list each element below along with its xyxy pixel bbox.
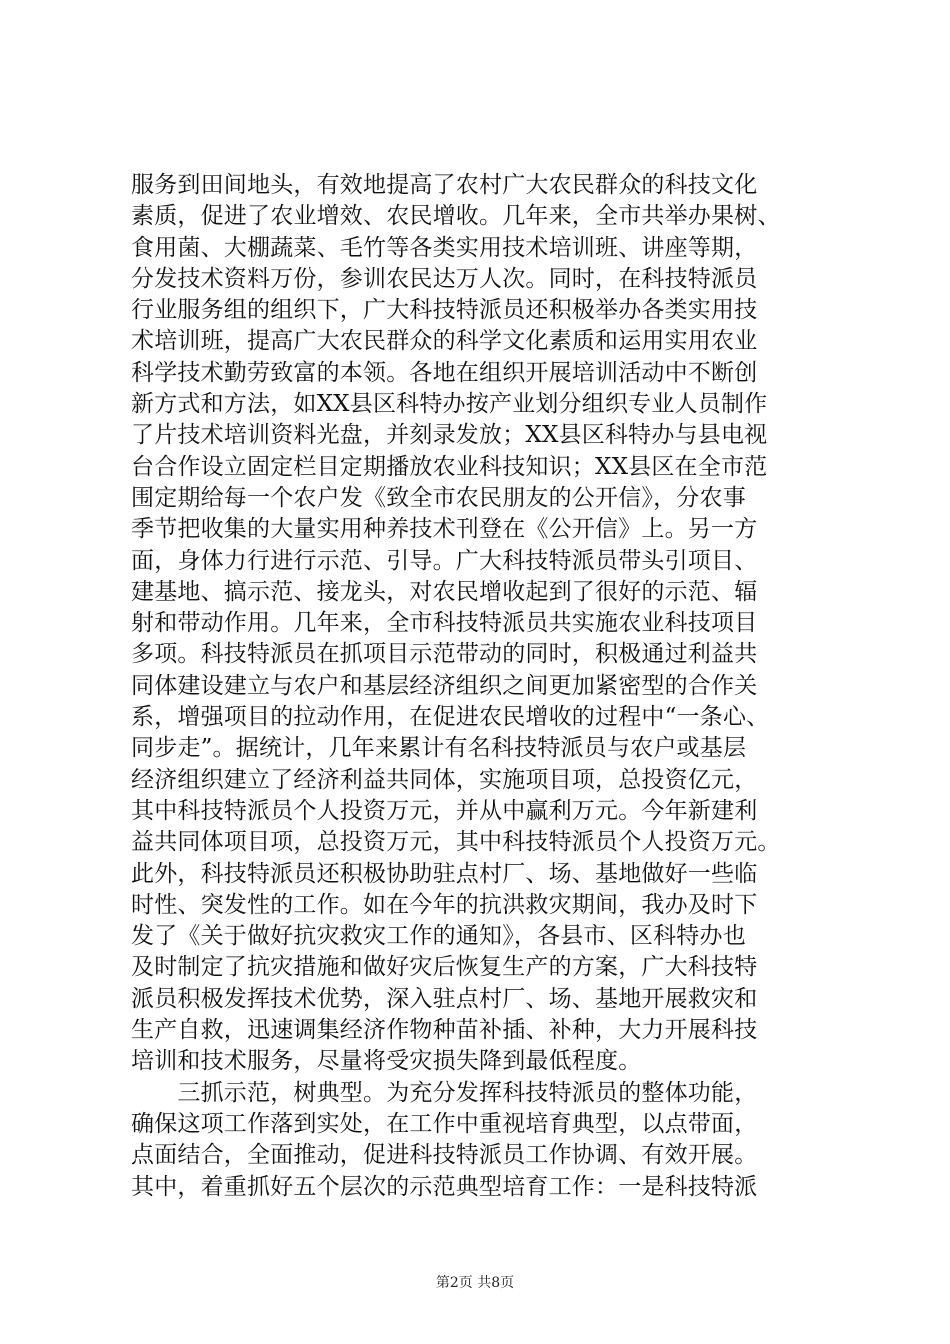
text-line: 系，增强项目的拉动作用，在促进农民增收的过程中“一条心、: [131, 704, 770, 731]
text-line: 及时制定了抗灾措施和做好灾后恢复生产的方案，广大科技特: [131, 954, 758, 981]
text-line: 益共同体项目项，总投资万元，其中科技特派员个人投资万元。: [131, 829, 781, 856]
text-line: 季节把收集的大量实用种养技术刊登在《公开信》上。另一方: [131, 516, 758, 543]
text-line: 多项。科技特派员在抓项目示范带动的同时，积极通过利益共: [131, 641, 758, 668]
text-line: 食用菌、大棚蔬菜、毛竹等各类实用技术培训班、讲座等期，: [131, 234, 758, 261]
text-line: 派员积极发挥技术优势，深入驻点村厂、场、基地开展救灾和: [131, 985, 758, 1012]
text-line: 此外，科技特派员还积极协助驻点村厂、场、基地做好一些临: [131, 860, 758, 887]
text-line: 面，身体力行进行示范、引导。广大科技特派员带头引项目、: [131, 547, 758, 574]
text-line: 生产自救，迅速调集经济作物种苗补插、补种，大力开展科技: [131, 1017, 758, 1044]
text-line: 射和带动作用。几年来，全市科技特派员共实施农业科技项目: [131, 610, 758, 637]
text-line: 点面结合，全面推动，促进科技特派员工作协调、有效开展。: [131, 1142, 758, 1169]
text-line: 三抓示范，树典型。为充分发挥科技特派员的整体功能，: [131, 1079, 758, 1106]
text-line: 分发技术资料万份，参训农民达万人次。同时，在科技特派员: [131, 265, 758, 292]
text-line: 素质，促进了农业增效、农民增收。几年来，全市共举办果树、: [131, 203, 781, 230]
page-footer: 第2页 共8页: [435, 1275, 515, 1291]
text-line: 科学技术勤劳致富的本领。各地在组织开展培训活动中不断创: [131, 359, 758, 386]
text-line: 同步走”。据统计，几年来累计有名科技特派员与农户或基层: [131, 735, 747, 762]
text-line: 确保这项工作落到实处，在工作中重视培育典型，以点带面，: [131, 1110, 758, 1137]
text-line: 台合作设立固定栏目定期播放农业科技知识；XX县区在全市范: [131, 453, 768, 480]
text-line: 经济组织建立了经济利益共同体，实施项目项，总投资亿元，: [131, 766, 758, 793]
text-line: 行业服务组的组织下，广大科技特派员还积极举办各类实用技: [131, 297, 758, 324]
text-line: 建基地、搞示范、接龙头，对农民增收起到了很好的示范、辐: [131, 578, 758, 605]
text-line: 同体建设建立与农户和基层经济组织之间更加紧密型的合作关: [131, 672, 758, 699]
text-line: 新方式和方法，如XX县区科特办按产业划分组织专业人员制作: [131, 391, 768, 418]
text-line: 培训和技术服务，尽量将受灾损失降到最低程度。: [131, 1048, 642, 1075]
text-line: 了片技术培训资料光盘，并刻录发放；XX县区科特办与县电视: [131, 422, 768, 449]
text-line: 时性、突发性的工作。如在今年的抗洪救灾期间，我办及时下: [131, 891, 758, 918]
text-line: 围定期给每一个农户发《致全市农民朋友的公开信》，分农事: [131, 484, 746, 511]
text-line: 服务到田间地头，有效地提高了农村广大农民群众的科技文化: [131, 172, 758, 198]
body-text: [131, 170, 871, 1203]
text-line: 其中，着重抓好五个层次的示范典型培育工作：一是科技特派: [131, 1173, 758, 1200]
text-line: 发了《关于做好抗灾救灾工作的通知》，各县市、区科特办也: [131, 923, 746, 950]
text-line: 其中科技特派员个人投资万元，并从中赢利万元。今年新建利: [131, 797, 758, 824]
text-line: 术培训班，提高广大农民群众的科学文化素质和运用实用农业: [131, 328, 758, 355]
